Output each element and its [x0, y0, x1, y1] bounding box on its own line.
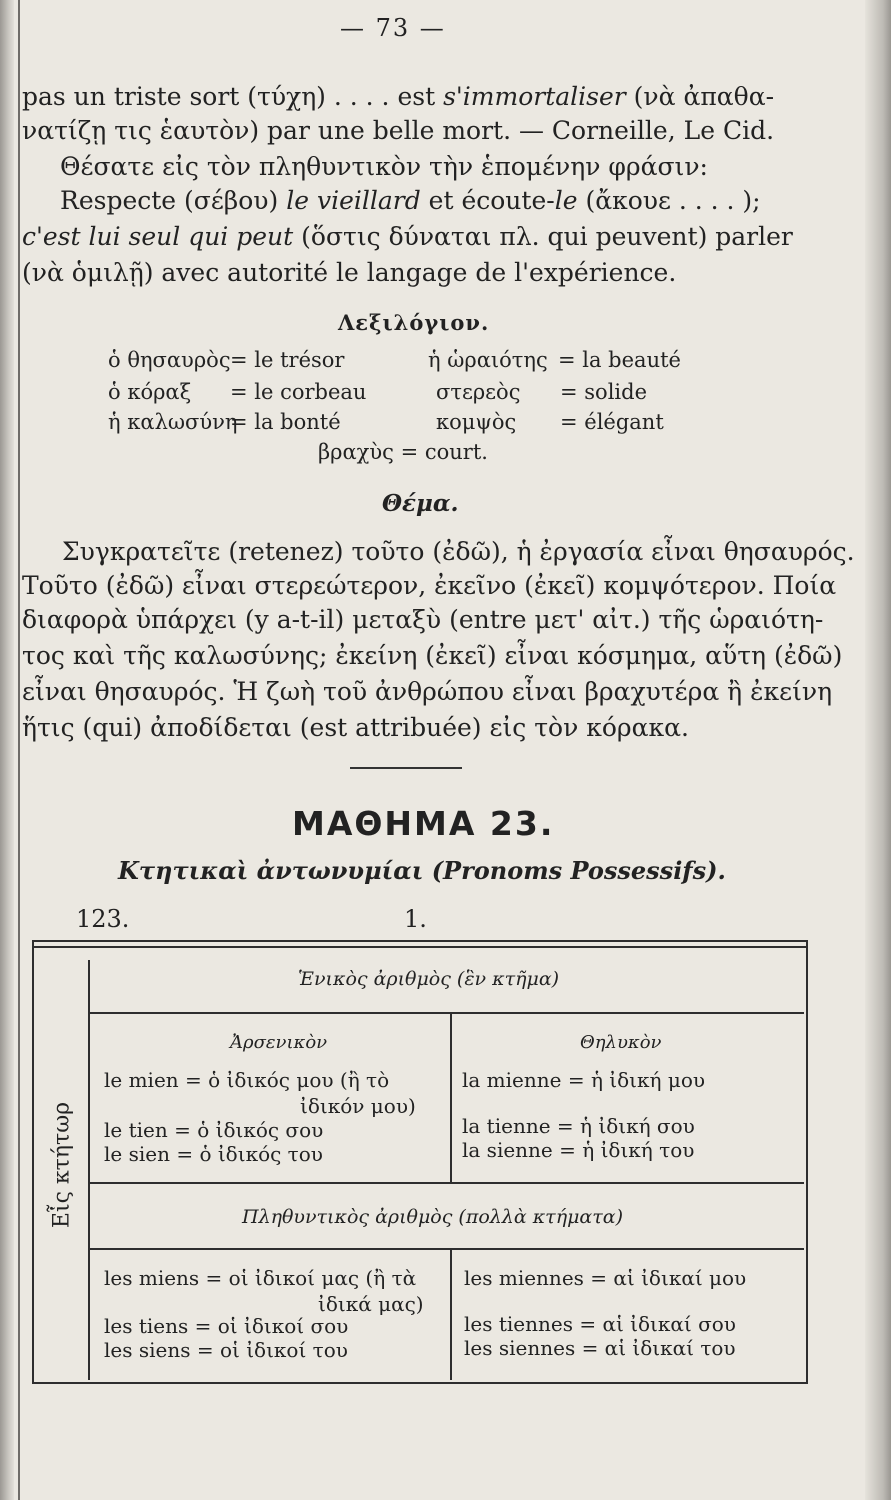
page-number: — 73 — [340, 14, 446, 42]
theme-line: ἥτις (qui) ἀποδίδεται (est attribuée) εἰς τὸν κόρακα. [22, 713, 689, 742]
lexicon-meaning: = élégant [560, 410, 664, 434]
masc-sing-row: le tien = ὁ ἰδικός σου [104, 1118, 324, 1142]
singular-header: Ἑνικὸς ἀριθμὸς (ἓν κτῆμα) [298, 968, 560, 990]
theme-line: εἶναι θησαυρός. Ἡ ζωὴ τοῦ ἀνθρώπου εἶναι βραχυτέρα ἢ ἐκείνη [22, 677, 833, 706]
side-label: Εἷς κτήτωρ [49, 1101, 75, 1229]
masc-plur-row: les miens = οἱ ἰδικοί μας (ἢ τὰ [104, 1266, 417, 1290]
intro-line-3: Θέσατε εἰς τὸν πληθυντικὸν τὴν ἑπομένην φράσιν: [60, 152, 708, 181]
binding-line [18, 0, 20, 1500]
plural-top-divider [88, 1182, 804, 1184]
section-number: 123. [76, 905, 130, 933]
gender-divider-plural [450, 1248, 452, 1380]
plural-header: Πληθυντικὸς ἀριθμὸς (πολλὰ κτήματα) [242, 1206, 624, 1228]
section-divider [350, 767, 462, 769]
lexicon-word: ὁ θησαυρὸς [108, 348, 231, 372]
lexicon-word: ὁ κόραξ [108, 380, 192, 404]
lesson-subtitle: Κτητικαὶ ἀντωνυμίαι (Pronoms Possessifs). [118, 856, 726, 885]
subsection-number: 1. [404, 905, 427, 933]
lexicon-title: Λεξιλόγιον. [338, 310, 490, 335]
masc-plur-row: les siens = οἱ ἰδικοί του [104, 1338, 348, 1362]
fem-sing-row: la sienne = ἡ ἰδική του [462, 1138, 695, 1162]
lexicon-meaning: = la bonté [230, 410, 341, 434]
theme-line: τος καὶ τῆς καλωσύνης; ἐκείνη (ἐκεῖ) εἶναι κόσμημα, αὕτη (ἐδῶ) [22, 641, 843, 670]
intro-line-2: νατίζῃ τις ἑαυτὸν) par une belle mort. — Corneille, Le Cid. [22, 116, 775, 145]
lexicon-meaning: = le trésor [230, 348, 345, 372]
theme-line: Συγκρατεῖτε (retenez) τοῦτο (ἐδῶ), ἡ ἐργασία εἶναι θησαυρός. [62, 537, 855, 566]
masculine-header: Ἀρσενικὸν [230, 1032, 328, 1053]
feminine-header: Θηλυκὸν [580, 1032, 662, 1053]
lexicon-word: στερεὸς [436, 380, 521, 404]
intro-line-1: pas un triste sort (τύχη) . . . . est s'immortaliser (νὰ ἀπαθα- [22, 82, 775, 111]
fem-sing-row: la mienne = ἡ ἰδική μου [462, 1068, 706, 1092]
masc-sing-row: ἰδικόν μου) [300, 1094, 416, 1118]
masc-plur-row: ἰδικά μας) [318, 1292, 424, 1316]
lexicon-word: κομψὸς [436, 410, 517, 434]
table-top-double-line [32, 946, 806, 948]
fem-plur-row: les miennes = αἱ ἰδικαί μου [464, 1266, 747, 1290]
theme-title: Θέμα. [382, 490, 459, 517]
theme-line: Τοῦτο (ἐδῶ) εἶναι στερεώτερον, ἐκεῖνο (ἐκεῖ) κομψότερον. Ποία [22, 571, 837, 600]
masc-sing-row: le sien = ὁ ἰδικός του [104, 1142, 323, 1166]
intro-line-6: (νὰ ὁμιλῇ) avec autorité le langage de l'expérience. [22, 258, 677, 287]
intro-line-5: c'est lui seul qui peut (ὅστις δύναται πλ. qui peuvent) parler [22, 222, 793, 251]
intro-line-4: Respecte (σέβου) le vieillard et écoute-le (ἄκουε . . . . ); [60, 186, 761, 215]
page-left-edge [0, 0, 14, 1500]
lexicon-word: ἡ καλωσύνη [108, 410, 238, 434]
theme-line: διαφορὰ ὑπάρχει (y a-t-il) μεταξὺ (entre μετ' αἰτ.) τῆς ὡραιότη- [22, 605, 824, 634]
lexicon-meaning: = solide [560, 380, 647, 404]
lexicon-meaning: = le corbeau [230, 380, 367, 404]
lexicon-word: ἡ ὡραιότης [428, 348, 548, 372]
lexicon-meaning: = la beauté [558, 348, 681, 372]
lesson-title: ΜΑΘΗΜΑ 23. [292, 804, 555, 843]
lexicon-last: βραχὺς = court. [318, 440, 488, 464]
gender-divider-singular [450, 1012, 452, 1182]
fem-sing-row: la tienne = ἡ ἰδική σου [462, 1114, 695, 1138]
singular-header-divider [88, 1012, 804, 1014]
fem-plur-row: les siennes = αἱ ἰδικαί του [464, 1336, 736, 1360]
side-column-divider [88, 960, 90, 1380]
fem-plur-row: les tiennes = αἱ ἰδικαί σου [464, 1312, 736, 1336]
page-right-edge [865, 0, 891, 1500]
plural-header-divider [88, 1248, 804, 1250]
masc-sing-row: le mien = ὁ ἰδικός μου (ἢ τὸ [104, 1068, 390, 1092]
masc-plur-row: les tiens = οἱ ἰδικοί σου [104, 1314, 349, 1338]
